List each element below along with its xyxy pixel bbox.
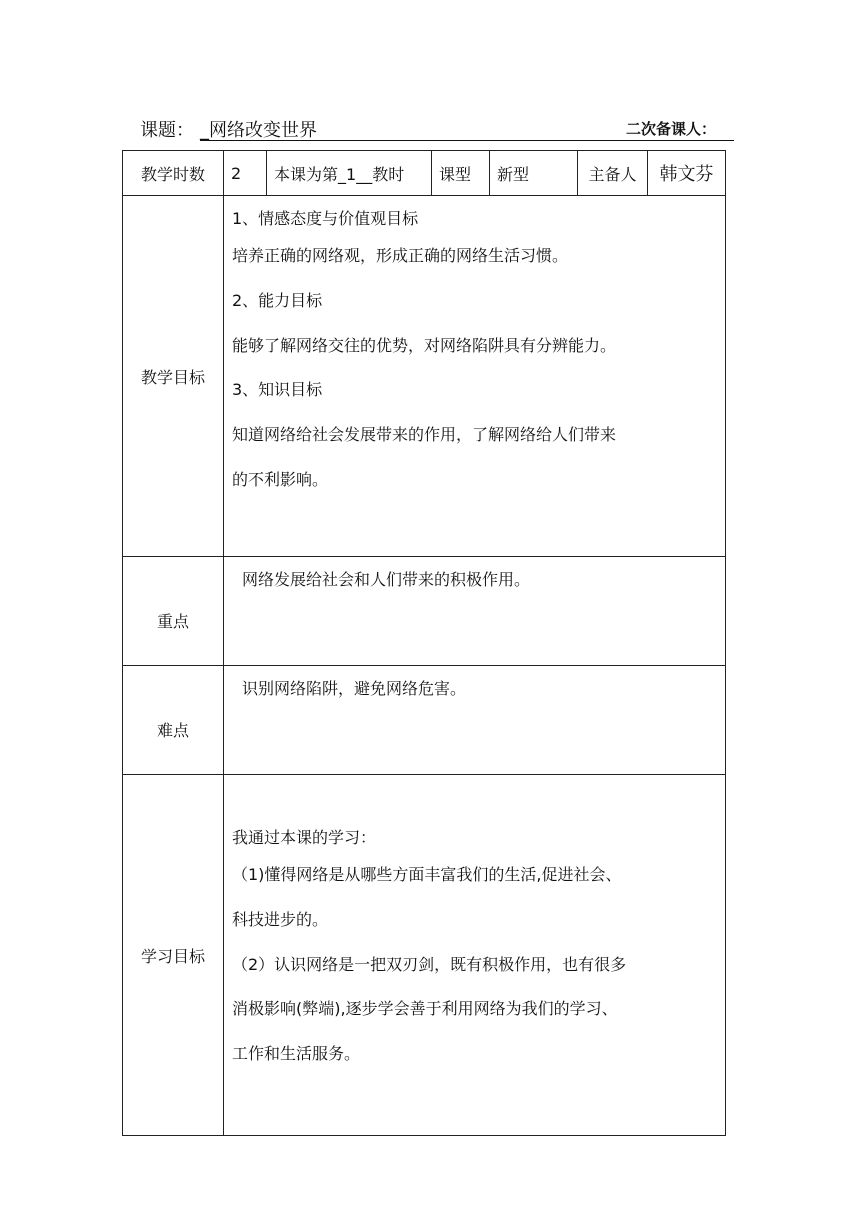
type-label: 课型 — [432, 151, 490, 196]
objectives-content — [224, 196, 726, 557]
objectives-label: 教学目标 — [123, 196, 224, 557]
objectives-line: 1、情感态度与价值观目标 — [232, 209, 419, 228]
lesson-number: _1__ — [338, 164, 373, 184]
learning-goals-line: （1)懂得网络是从哪些方面丰富我们的生活,促进社会、 — [232, 865, 622, 884]
learning-goals-content — [224, 775, 726, 1136]
document-header — [140, 116, 740, 144]
objectives-line: 培养正确的网络观，形成正确的网络生活习惯。 — [232, 246, 569, 265]
lesson-prefix: 本课为第 — [274, 164, 339, 184]
difficulty-row — [123, 666, 726, 775]
objectives-row — [123, 196, 726, 557]
objectives-line: 3、知识目标 — [232, 380, 323, 400]
topic-label: 课题： — [140, 120, 194, 141]
learning-goals-line: 科技进步的。 — [232, 909, 329, 929]
objectives-line: 知道网络给社会发展带来的作用，了解网络给人们带来 — [232, 425, 617, 445]
lesson-plan-table — [122, 150, 726, 1136]
hours-label: 教学时数 — [123, 151, 224, 196]
objectives-line: 的不利影响。 — [232, 469, 329, 489]
learning-goals-line: 消极影响(弊端),逐步学会善于利用网络为我们的学习、 — [232, 999, 618, 1019]
objectives-line: 2、能力目标 — [232, 290, 323, 310]
learning-goals-line: 工作和生活服务。 — [232, 1044, 361, 1064]
difficulty-text: 识别网络陷阱，避免网络危害。 — [224, 666, 726, 775]
preparer-label: 主备人 — [578, 151, 648, 196]
topic-title: _网络改变世界 — [200, 120, 317, 141]
hours-value: 2 — [224, 151, 267, 196]
key-point-label: 重点 — [123, 557, 224, 666]
key-point-text: 网络发展给社会和人们带来的积极作用。 — [224, 557, 726, 666]
objectives-line: 能够了解网络交往的优势，对网络陷阱具有分辨能力。 — [232, 335, 617, 355]
key-point-row — [123, 557, 726, 666]
preparer-value: 韩文芬 — [648, 151, 726, 196]
second-preparer-label: 二次备课人： — [626, 120, 717, 138]
info-row — [123, 151, 726, 196]
topic-underline — [200, 140, 734, 141]
learning-goals-line: （2）认识网络是一把双刃剑，既有积极作用，也有很多 — [232, 954, 627, 974]
difficulty-label: 难点 — [123, 666, 224, 775]
learning-goals-line: 我通过本课的学习： — [232, 828, 377, 847]
type-value: 新型 — [490, 151, 578, 196]
learning-goals-label: 学习目标 — [123, 775, 224, 1136]
lesson-number-cell — [267, 151, 432, 196]
lesson-suffix: 教时 — [372, 164, 405, 184]
learning-goals-row — [123, 775, 726, 1136]
